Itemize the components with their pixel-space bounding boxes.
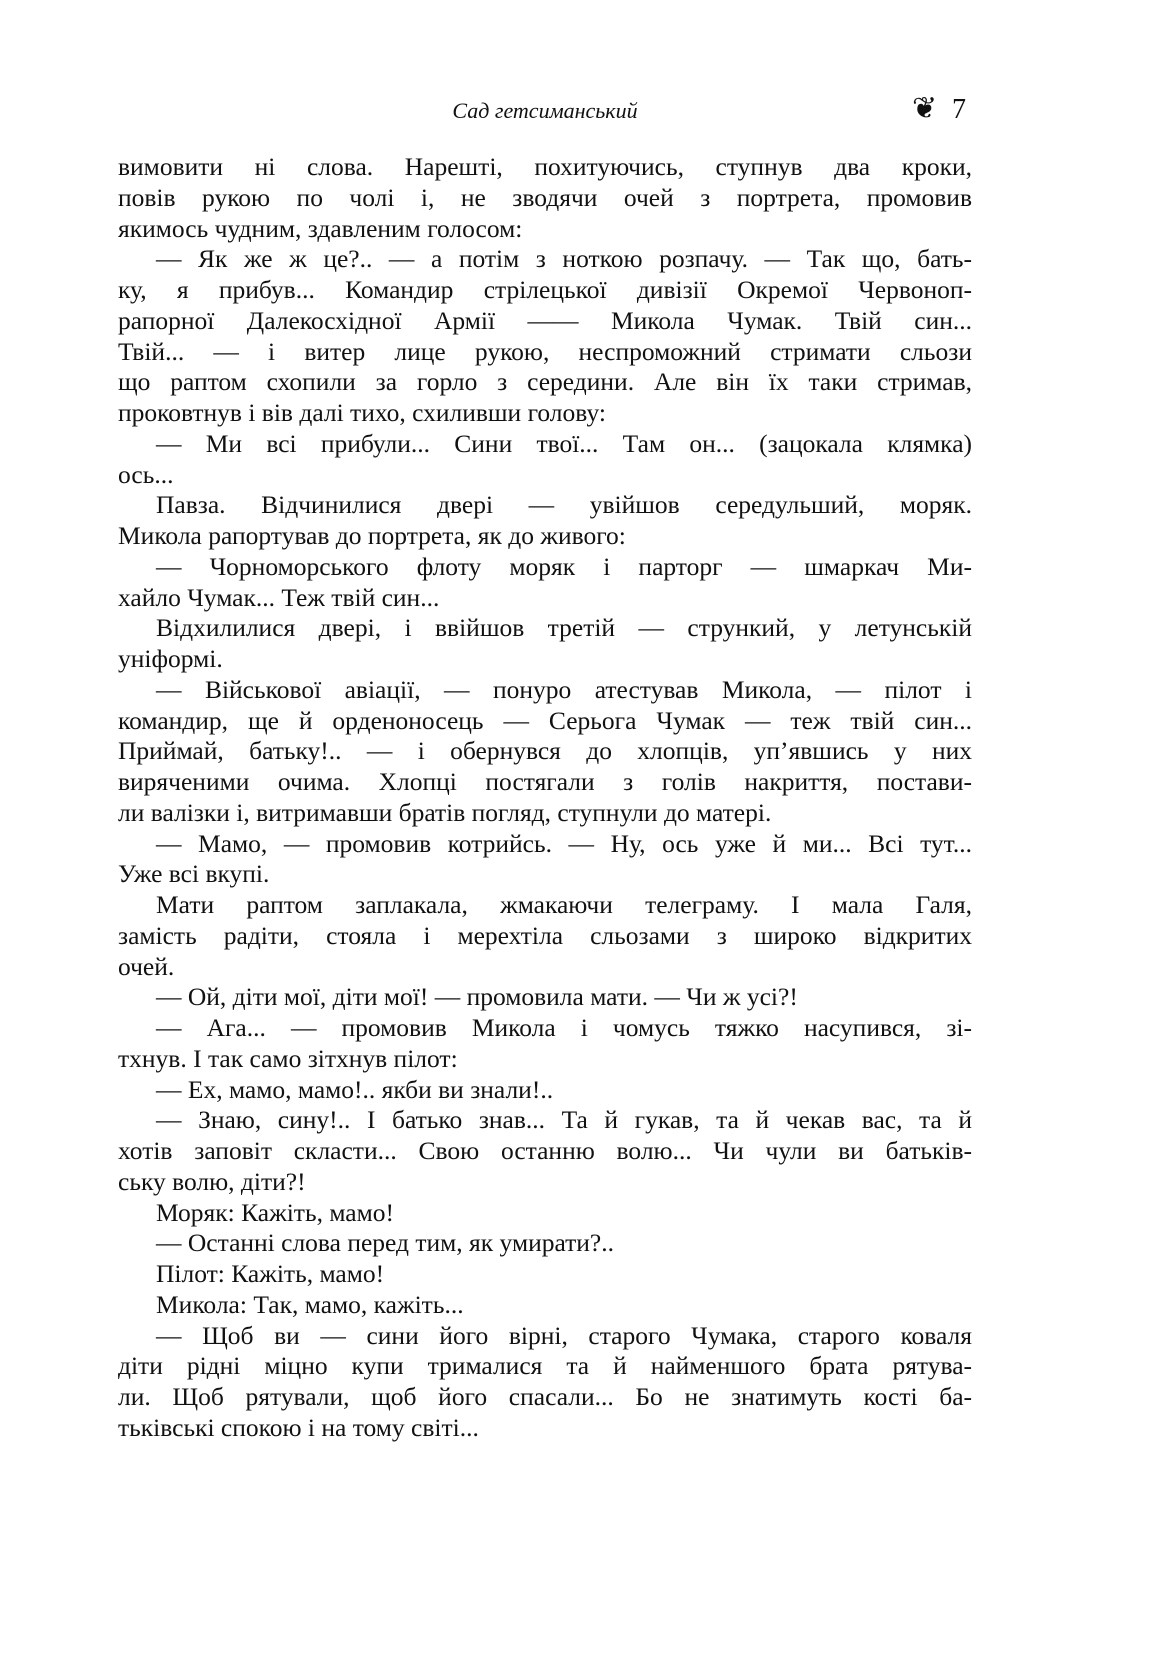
running-header-title: Сад гетсиманський — [452, 98, 638, 123]
text-line: — Знаю, сину!.. І батько знав... Та й гукав, та й чекав вас, та й — [156, 1105, 972, 1135]
paragraph — [118, 1198, 972, 1229]
text-line: — Як же ж це?.. — а потім з ноткою розпачу. — Так що, бать- — [156, 244, 972, 274]
text-line: Моряк: Кажіть, мамо! — [156, 1197, 394, 1227]
text-line: виряченими очима. Хлопці постягали з голів накриття, постави- — [118, 767, 972, 796]
text-line: ську волю, діти?! — [118, 1166, 306, 1196]
paragraph — [118, 152, 972, 244]
text-line: Мати раптом заплакала, жмакаючи телеграму. І мала Галя, — [156, 890, 972, 919]
text-line: — Ага... — промовив Микола і чомусь тяжко насупився, зі- — [156, 1013, 972, 1042]
paragraph — [118, 890, 972, 982]
paragraph — [118, 1321, 972, 1444]
text-line: уніформі. — [118, 644, 223, 673]
text-line: — Ой, діти мої, діти мої! — промовила мати. — Чи ж усі?! — [156, 982, 798, 1012]
paragraph — [118, 490, 972, 552]
text-line: Микола: Так, мамо, кажіть... — [156, 1289, 464, 1319]
text-line: Пілот: Кажіть, мамо! — [156, 1259, 385, 1288]
text-line: Твій... — і витер лице рукою, неспроможний стримати сльози — [118, 336, 972, 366]
paragraph — [118, 1013, 972, 1075]
paragraph — [118, 1105, 972, 1197]
paragraph — [118, 675, 972, 829]
body-text — [118, 152, 972, 1444]
text-line: ли валізки і, витримавши братів погляд, ступнули до матері. — [118, 797, 772, 827]
text-line: тхнув. І так само зітхнув пілот: — [118, 1043, 458, 1073]
paragraph — [118, 1290, 972, 1321]
text-line: — Військової авіації, — понуро атестував Микола, — пілот і — [156, 674, 972, 704]
text-line: — Ми всі прибули... Сини твої... Там он... (зацокала клямка) — [156, 428, 972, 458]
text-line: замість радіти, стояла і мерехтіла сльозами з широко відкритих — [118, 920, 972, 950]
paragraph — [118, 244, 972, 429]
text-line: Приймай, батьку!.. — і обернувся до хлопців, уп’явшись у них — [118, 736, 972, 766]
text-line: повів рукою по чолі і, не зводячи очей з портрета, промовив — [118, 182, 972, 212]
paragraph — [118, 1075, 972, 1106]
text-line: рапорної Далекосхідної Армії —— Микола Чумак. Твій син... — [118, 305, 972, 335]
paragraph — [118, 1259, 972, 1290]
text-line: командир, ще й орденоносець — Серьога Чумак — теж твій син... — [118, 705, 972, 735]
text-line: Уже всі вкупі. — [118, 859, 270, 889]
text-line: вимовити ні слова. Нарешті, похитуючись, ступнув два кроки, — [118, 152, 972, 181]
text-line: — Щоб ви — сини його вірні, старого Чумака, старого коваля — [156, 1320, 972, 1350]
text-line: якимось чудним, здавленим голосом: — [118, 213, 523, 243]
paragraph — [118, 429, 972, 491]
text-line: — Останні слова перед тим, як умирати?.. — [156, 1228, 615, 1258]
text-line: ку, я прибув... Командир стрілецької дивізії Окремої Червоноп- — [118, 275, 972, 304]
paragraph — [118, 613, 972, 675]
paragraph — [118, 829, 972, 891]
text-line: Павза. Відчинилися двері — увійшов середульший, моряк. — [156, 490, 972, 520]
page-number: 7 — [952, 94, 966, 125]
text-line: хайло Чумак... Теж твій син... — [118, 582, 440, 612]
paragraph — [118, 982, 972, 1013]
paragraph — [118, 552, 972, 614]
text-line: — Чорноморського флоту моряк і парторг — шмаркач Ми- — [156, 551, 972, 581]
paragraph — [118, 1228, 972, 1259]
ornament-icon: ❦ — [912, 92, 938, 125]
text-line: Відхилилися двері, і ввійшов третій — стрункий, у летунській — [156, 613, 972, 643]
text-line: ось... — [118, 459, 174, 489]
text-line: що раптом схопили за горло з середини. Але він їх таки стримав, — [118, 367, 972, 397]
text-line: очей. — [118, 951, 175, 981]
text-line: проковтнув і вів далі тихо, схиливши голову: — [118, 398, 606, 427]
text-line: хотів заповіт скласти... Свою останню волю... Чи чули ви батьків- — [118, 1136, 972, 1165]
text-line: ли. Щоб рятували, щоб його спасали... Бо не знатимуть кості ба- — [118, 1382, 972, 1411]
text-line: Микола рапортував до портрета, як до живого: — [118, 521, 626, 550]
text-line: — Ех, мамо, мамо!.. якби ви знали!.. — [156, 1074, 554, 1104]
text-line: тьківські спокою і на тому світі... — [118, 1412, 479, 1442]
text-line: — Мамо, — промовив котрийсь. — Ну, ось уже й ми... Всі тут... — [156, 828, 972, 858]
text-line: діти рідні міцно купи трималися та й найменшого брата рятува- — [118, 1351, 972, 1381]
